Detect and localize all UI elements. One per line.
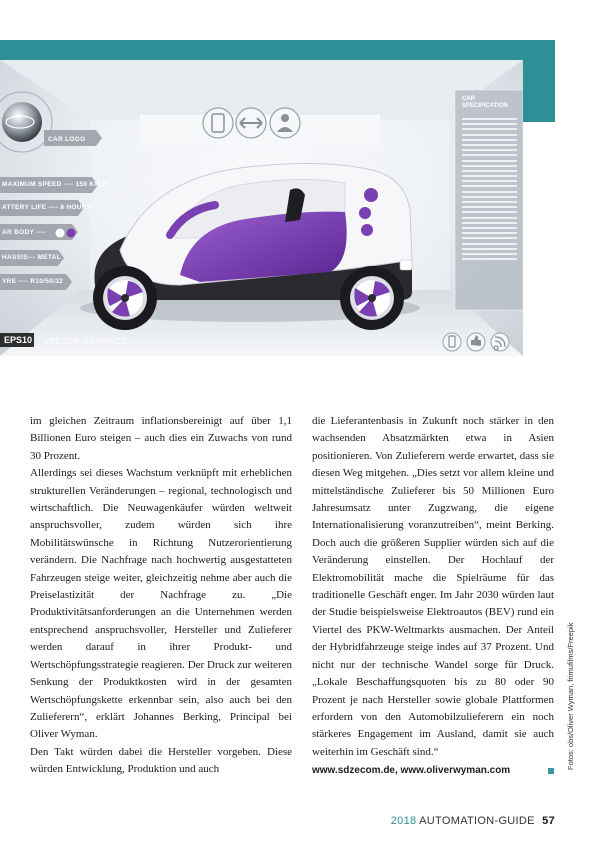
article-column-right: [312, 413, 554, 780]
paragraph: im gleichen Zeitraum inflationsbereinigt auf über 1,1 Billionen Euro steigen – auch dies ein Zuwachs von rund 30 Prozent.: [30, 415, 292, 462]
hero-illustration: [0, 60, 523, 356]
hud-label: YRE ---- R10/50/32: [2, 278, 64, 285]
web-links[interactable]: www.sdzecom.de, www.oliverwyman.com: [312, 765, 511, 777]
person-icon: [270, 108, 300, 138]
spec-panel-title: [462, 96, 508, 110]
end-of-article-marker: [548, 768, 554, 774]
hud-label: AR BODY ----: [2, 229, 46, 236]
phone-icon: [203, 108, 233, 138]
spec-title-line: CAR: [462, 96, 475, 102]
spec-title-line: SPECIFICATION: [462, 103, 508, 109]
page-number: 57: [542, 815, 555, 827]
footer-year: 2018: [390, 815, 417, 827]
photo-credit: Fotos: obs/Oliver Wyman, frimufilms/Freepik: [566, 622, 575, 770]
hud-label: CAR LOGO: [48, 136, 86, 143]
hud-label: HASSIS--- METAL: [2, 254, 61, 261]
paragraph: die Lieferantenbasis in Zukunft noch stärker in den wachsenden Absatzmärkten etwa in Asien positionieren. Von Zulieferern werde erwartet, dass sie diesen Weg mitgehen. „Dies setzt vor allem kleine und mittelständische Zulieferer bis 50 Millionen Euro Jahresumsatz unter Zugzwang, die eigene Internationalisierung voranzutreiben“, meint Berking. Doch auch die größeren Supplier würden sich auf die Veränderung einstellen. Der Hochlauf der Elektromobilität mache die Spielräume für das traditionelle Geschäft enger. Im Jahr 2030 würden laut der Studie beispielsweise Elektroautos (BEV) rund ein Viertel des PKW-Weltmarkts ausmachen. Der Anteil der Hybridfahrzeuge steige indes auf 37 Prozent. Und nicht nur der technische Wandel sorge für Druck. „Lokale Beschaffungsquoten bis zu 80 oder 90 Prozent je nach Hersteller sowie globale Plattformen erfordern von den Automobilzulieferern ein noch stärkeres Engagement im Ausland, damit sie auch weiterhin im Geschäft sind.“: [312, 415, 554, 758]
spec-panel-lines: [462, 118, 517, 263]
vector-graphics-label: VECTOR GRAPHICS: [44, 337, 128, 346]
footer-title: AUTOMATION-GUIDE: [419, 815, 535, 827]
page-footer: [391, 815, 555, 827]
article-column-left: [30, 413, 292, 779]
hud-label: ATTERY LIFE ---- 8 HOURS: [2, 204, 92, 211]
paragraph: Allerdings sei dieses Wachstum verknüpft mit erheblichen strukturellen Veränderungen – regional, technologisch und wirtschaftlich. Die Neuwagenkäufer würden weltweit anspruchsvoller, zudem würden sich ihre Mobilitätswünsche in Richtung Nutzerorientierung verändern. Die Nachfrage nach hochwertig ausgestatteten Fahrzeugen steige weiter, gleichzeitig nehme aber auch die Preiselastizität der Nachfrage zu. „Die Produktivitätsanforderungen an die Unternehmen werden entsprechend anspruchsvoller, Hersteller und Zulieferer werden darauf in ihrer Produkt- und Wertschöpfungsstrategie reagieren. Der Druck zur weiteren Senkung der Produktkosten wird in der gesamten Wertschöpfungskette erkennbar sein, also auch bei den Zulieferern“, erklärt Johannes Berking, Principal bei Oliver Wyman.: [30, 467, 292, 741]
paragraph: Den Takt würden dabei die Hersteller vorgeben. Diese würden Entwicklung, Produktion und auch: [30, 745, 292, 776]
hud-label: MAXIMUM SPEED ---- 150 KM.H: [2, 181, 108, 188]
eps-badge: EPS10: [0, 333, 34, 347]
